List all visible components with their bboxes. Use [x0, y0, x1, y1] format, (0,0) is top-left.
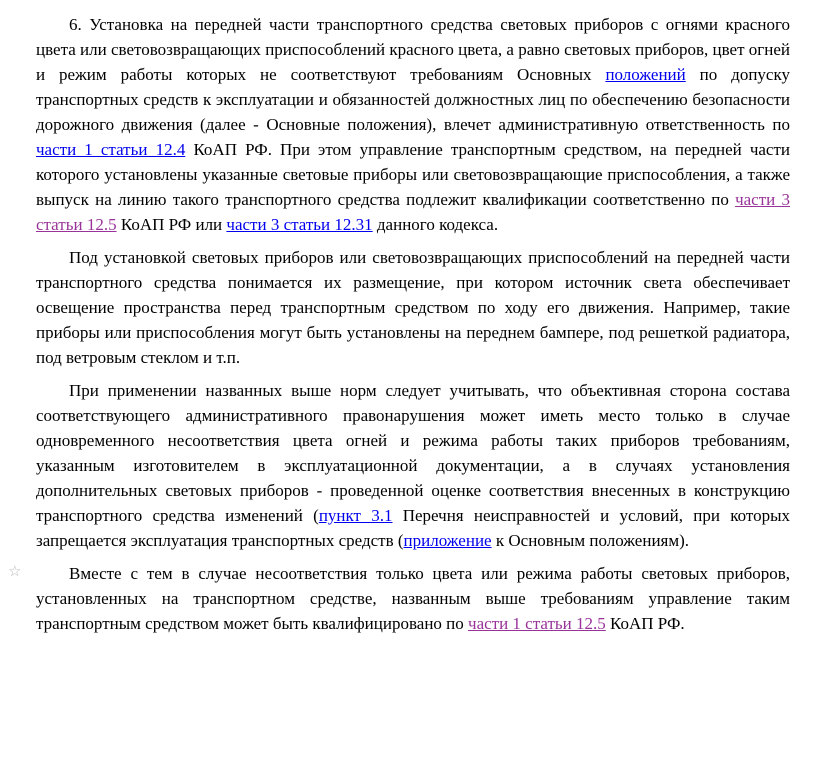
paragraph: [36, 12, 790, 237]
text-run: КоАП РФ. При этом управление транспортным средством, на передней части которого установлены указанные световые приборы или световозвращающие приспособления, а также выпуск на линию такого транспортного средства подлежит квалификации соответственно по: [36, 140, 790, 209]
doc-link[interactable]: положений: [605, 65, 686, 84]
doc-link[interactable]: части 3 статьи 12.31: [226, 215, 373, 234]
text-run: по допуску транспортных средств к эксплуатации и обязанностей должностных лиц по обеспечению безопасности дорожного движения (далее - Основные положения), влечет административную ответственность по: [36, 65, 790, 134]
text-run: Перечня неисправностей и условий, при которых запрещается эксплуатация транспортных средств (: [36, 506, 790, 550]
doc-link[interactable]: части 1 статьи 12.4: [36, 140, 186, 159]
text-run: 6. Установка на передней части транспортного средства световых приборов с огнями красного цвета или световозвращающих приспособлений красного цвета, а равно световых приборов, цвет огней и режим работы которых не соответствуют требованиям Основных: [36, 15, 790, 84]
text-run: При применении названных выше норм следует учитывать, что объективная сторона состава соответствующего административного правонарушения может иметь место только в случае одновременного несоответствия цвета огней и режима работы таких приборов требованиям, указанным изготовителем в эксплуатационной документации, а в случаях установления дополнительных световых приборов - проведенной оценке соответствия внесенных в конструкцию транспортного средства изменений (: [36, 381, 790, 525]
doc-link[interactable]: части 1 статьи 12.5: [468, 614, 606, 633]
text-run: Вместе с тем в случае несоответствия только цвета или режима работы световых приборов, установленных на транспортном средстве, названным выше требованиям управление таким транспортным средством может быть квалифицировано по: [36, 564, 790, 633]
bookmark-star-icon[interactable]: ☆: [8, 562, 22, 580]
text-run: КоАП РФ.: [605, 614, 685, 633]
text-run: к Основным положениям).: [491, 531, 690, 550]
paragraph: [36, 378, 790, 553]
doc-link[interactable]: пункт 3.1: [318, 506, 393, 525]
text-run: КоАП РФ или: [116, 215, 227, 234]
document-body: [8, 12, 790, 636]
text-run: Под установкой световых приборов или световозвращающих приспособлений на передней части транспортного средства понимается их размещение, при котором источник света обеспечивает освещение пространства перед транспортным средством по ходу его движения. Например, такие приборы или приспособления могут быть установлены на переднем бампере, под решеткой радиатора, под ветровым стеклом и т.п.: [36, 248, 790, 367]
doc-link[interactable]: приложение: [403, 531, 492, 550]
text-run: данного кодекса.: [372, 215, 499, 234]
doc-link[interactable]: части 3 статьи 12.5: [36, 190, 790, 234]
paragraph: [36, 245, 790, 370]
paragraph: [8, 561, 790, 636]
